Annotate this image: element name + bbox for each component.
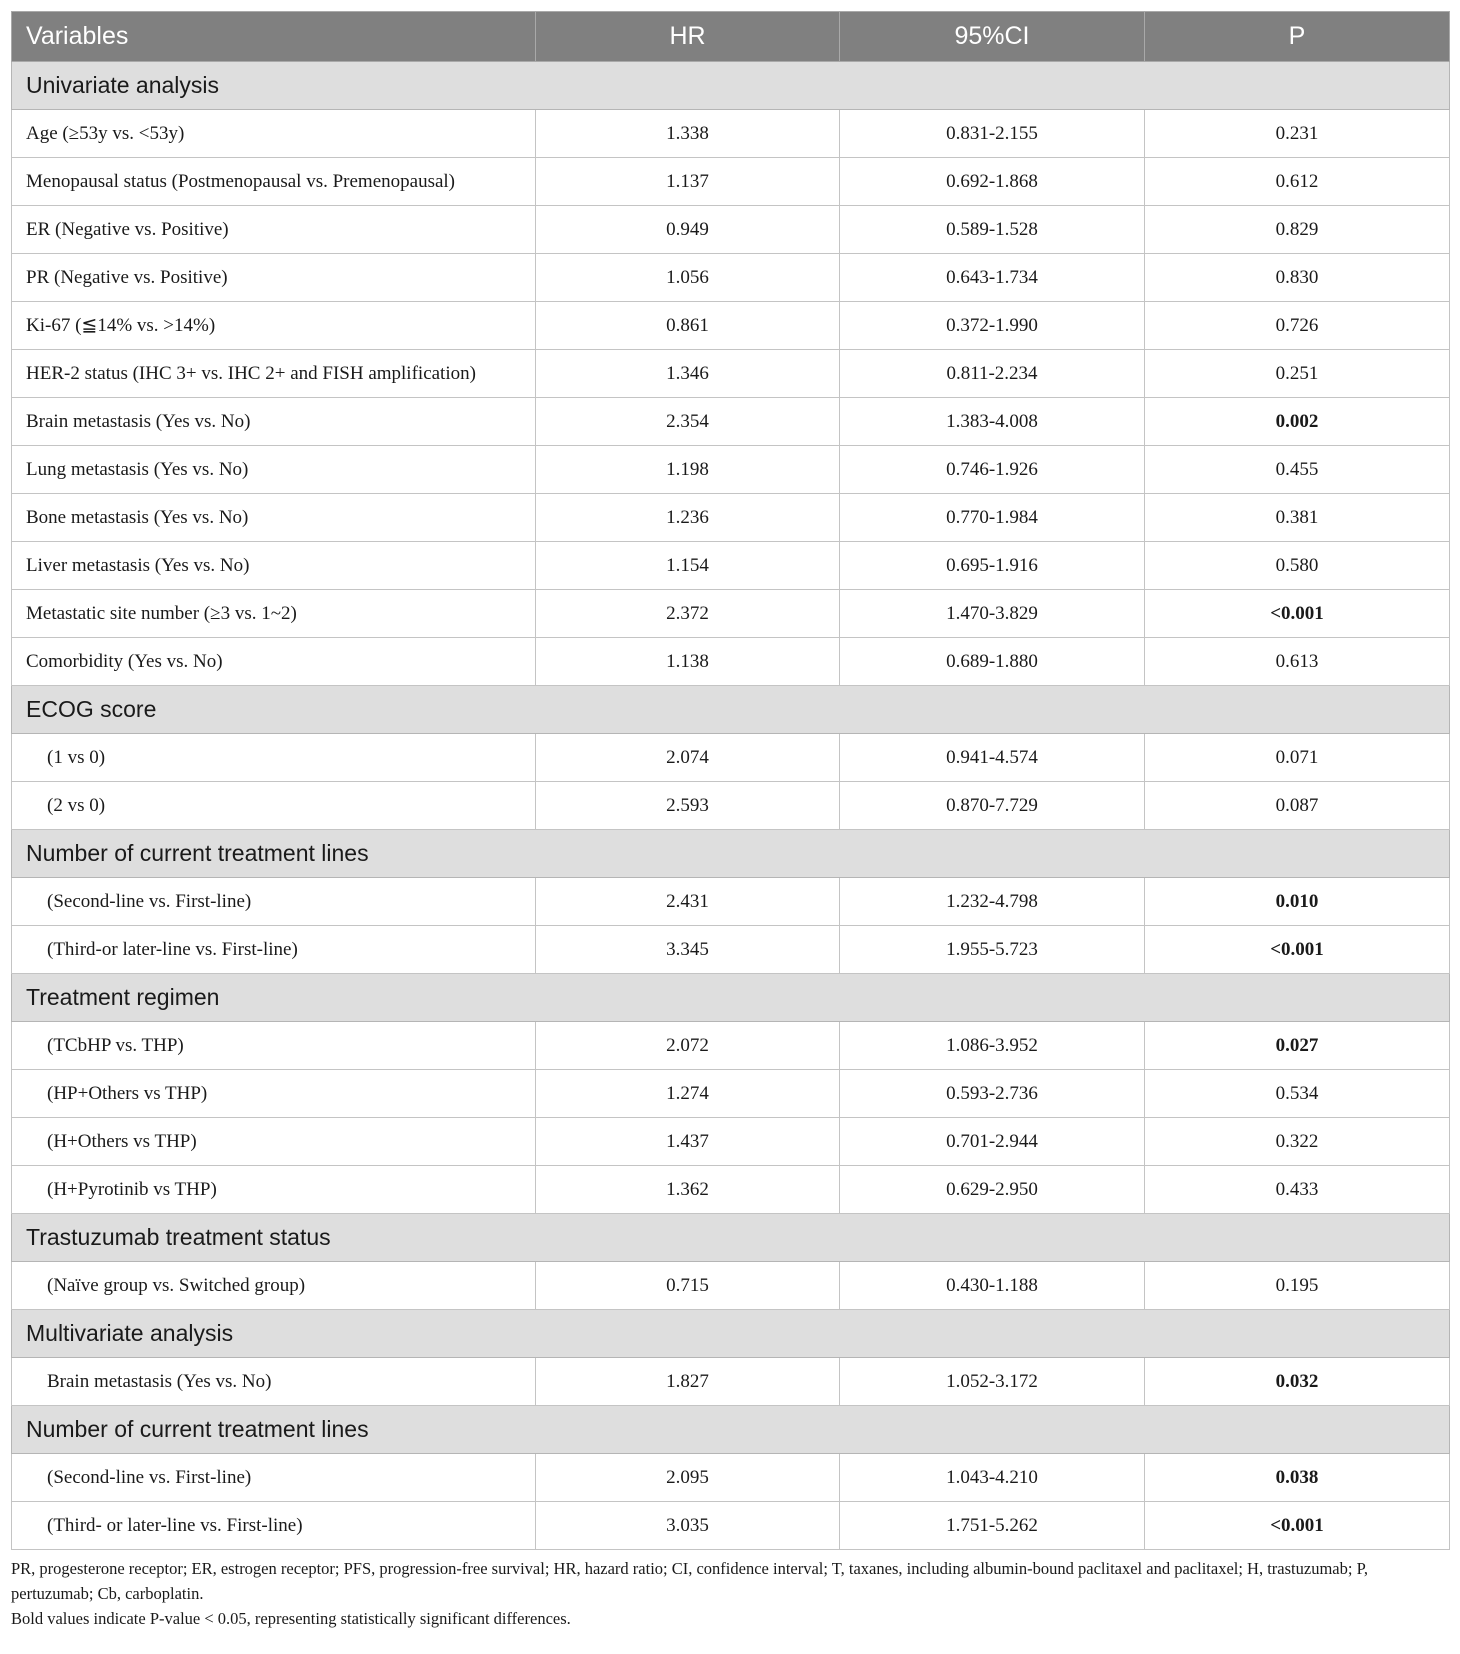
table-row <box>12 206 1450 254</box>
section-header-row <box>12 1310 1450 1358</box>
p-value-cell: 0.381 <box>1145 494 1450 542</box>
variable-cell: (Naïve group vs. Switched group) <box>12 1262 536 1310</box>
table-row <box>12 590 1450 638</box>
hr-cell: 1.346 <box>536 350 840 398</box>
hr-cell: 1.437 <box>536 1118 840 1166</box>
p-value-cell: 0.580 <box>1145 542 1450 590</box>
p-value-cell: 0.032 <box>1145 1358 1450 1406</box>
ci-cell: 0.689-1.880 <box>840 638 1145 686</box>
table-row <box>12 494 1450 542</box>
p-value-cell: <0.001 <box>1145 1502 1450 1550</box>
variable-cell: Ki-67 (≦14% vs. >14%) <box>12 302 536 350</box>
table-row <box>12 1454 1450 1502</box>
hr-cell: 1.137 <box>536 158 840 206</box>
hr-cell: 2.095 <box>536 1454 840 1502</box>
table-row <box>12 782 1450 830</box>
section-header-row <box>12 974 1450 1022</box>
table-row <box>12 158 1450 206</box>
variable-cell: Brain metastasis (Yes vs. No) <box>12 398 536 446</box>
table-row <box>12 1070 1450 1118</box>
hr-cell: 1.056 <box>536 254 840 302</box>
p-value-cell: 0.002 <box>1145 398 1450 446</box>
ci-cell: 0.695-1.916 <box>840 542 1145 590</box>
hr-cell: 1.338 <box>536 110 840 158</box>
header-ci: 95%CI <box>840 12 1145 62</box>
hr-cell: 2.431 <box>536 878 840 926</box>
p-value-cell: 0.455 <box>1145 446 1450 494</box>
p-value-cell: 0.038 <box>1145 1454 1450 1502</box>
hr-cell: 2.593 <box>536 782 840 830</box>
variable-cell: Lung metastasis (Yes vs. No) <box>12 446 536 494</box>
table-row <box>12 302 1450 350</box>
p-value-cell: 0.027 <box>1145 1022 1450 1070</box>
hr-cell: 1.198 <box>536 446 840 494</box>
p-value-cell: 0.830 <box>1145 254 1450 302</box>
p-value-cell: 0.195 <box>1145 1262 1450 1310</box>
p-value-cell: 0.231 <box>1145 110 1450 158</box>
ci-cell: 0.589-1.528 <box>840 206 1145 254</box>
variable-cell: (Third-or later-line vs. First-line) <box>12 926 536 974</box>
table-row <box>12 350 1450 398</box>
hr-cell: 2.354 <box>536 398 840 446</box>
p-value-cell: 0.251 <box>1145 350 1450 398</box>
section-header-row <box>12 1214 1450 1262</box>
table-row <box>12 398 1450 446</box>
table-row <box>12 1262 1450 1310</box>
p-value-cell: 0.087 <box>1145 782 1450 830</box>
variable-cell: (Second-line vs. First-line) <box>12 878 536 926</box>
ci-cell: 0.941-4.574 <box>840 734 1145 782</box>
table-row <box>12 638 1450 686</box>
ci-cell: 1.043-4.210 <box>840 1454 1145 1502</box>
ci-cell: 0.870-7.729 <box>840 782 1145 830</box>
variable-cell: Bone metastasis (Yes vs. No) <box>12 494 536 542</box>
ci-cell: 1.052-3.172 <box>840 1358 1145 1406</box>
table-row <box>12 110 1450 158</box>
p-value-cell: 0.071 <box>1145 734 1450 782</box>
p-value-cell: 0.726 <box>1145 302 1450 350</box>
table-row <box>12 1502 1450 1550</box>
p-value-cell: 0.534 <box>1145 1070 1450 1118</box>
p-value-cell: <0.001 <box>1145 590 1450 638</box>
ci-cell: 1.955-5.723 <box>840 926 1145 974</box>
ci-cell: 0.811-2.234 <box>840 350 1145 398</box>
table-row <box>12 446 1450 494</box>
bold-values-note: Bold values indicate P-value < 0.05, representing statistically significant differences. <box>11 1609 571 1628</box>
variable-cell: Age (≥53y vs. <53y) <box>12 110 536 158</box>
ci-cell: 0.372-1.990 <box>840 302 1145 350</box>
table-footnotes <box>11 1556 1449 1631</box>
section-label: Trastuzumab treatment status <box>12 1214 1450 1262</box>
ci-cell: 1.751-5.262 <box>840 1502 1145 1550</box>
table-row <box>12 1358 1450 1406</box>
ci-cell: 1.086-3.952 <box>840 1022 1145 1070</box>
section-label: Multivariate analysis <box>12 1310 1450 1358</box>
variable-cell: (H+Others vs THP) <box>12 1118 536 1166</box>
variable-cell: (Second-line vs. First-line) <box>12 1454 536 1502</box>
hr-cell: 0.715 <box>536 1262 840 1310</box>
hr-cell: 2.074 <box>536 734 840 782</box>
variable-cell: Comorbidity (Yes vs. No) <box>12 638 536 686</box>
hr-cell: 0.861 <box>536 302 840 350</box>
variable-cell: (2 vs 0) <box>12 782 536 830</box>
header-variables: Variables <box>12 12 536 62</box>
table-row <box>12 734 1450 782</box>
table-row <box>12 926 1450 974</box>
variable-cell: (TCbHP vs. THP) <box>12 1022 536 1070</box>
header-hr: HR <box>536 12 840 62</box>
section-label: Number of current treatment lines <box>12 1406 1450 1454</box>
variable-cell: (HP+Others vs THP) <box>12 1070 536 1118</box>
ci-cell: 0.831-2.155 <box>840 110 1145 158</box>
ci-cell: 0.701-2.944 <box>840 1118 1145 1166</box>
table-header-row <box>12 12 1450 62</box>
abbreviations-note: PR, progesterone receptor; ER, estrogen receptor; PFS, progression-free survival; HR, hazard ratio; CI, confidence interval; T, taxanes, including albumin-bound paclitaxel and paclitaxel; H, trastuzumab; P, pertuzumab; Cb, carboplatin. <box>11 1559 1369 1603</box>
p-value-cell: 0.322 <box>1145 1118 1450 1166</box>
ci-cell: 1.383-4.008 <box>840 398 1145 446</box>
hr-cell: 2.072 <box>536 1022 840 1070</box>
ci-cell: 0.746-1.926 <box>840 446 1145 494</box>
section-label: Treatment regimen <box>12 974 1450 1022</box>
hr-cell: 3.345 <box>536 926 840 974</box>
p-value-cell: 0.612 <box>1145 158 1450 206</box>
table-row <box>12 254 1450 302</box>
section-header-row <box>12 830 1450 878</box>
variable-cell: (1 vs 0) <box>12 734 536 782</box>
table-row <box>12 878 1450 926</box>
hr-cell: 0.949 <box>536 206 840 254</box>
hr-cell: 1.138 <box>536 638 840 686</box>
section-header-row <box>12 62 1450 110</box>
hr-cell: 3.035 <box>536 1502 840 1550</box>
ci-cell: 0.643-1.734 <box>840 254 1145 302</box>
section-label: ECOG score <box>12 686 1450 734</box>
section-header-row <box>12 686 1450 734</box>
variable-cell: HER-2 status (IHC 3+ vs. IHC 2+ and FISH amplification) <box>12 350 536 398</box>
table-row <box>12 1022 1450 1070</box>
section-label: Univariate analysis <box>12 62 1450 110</box>
p-value-cell: 0.613 <box>1145 638 1450 686</box>
ci-cell: 0.593-2.736 <box>840 1070 1145 1118</box>
variable-cell: Liver metastasis (Yes vs. No) <box>12 542 536 590</box>
variable-cell: Brain metastasis (Yes vs. No) <box>12 1358 536 1406</box>
cox-regression-table <box>11 11 1450 1550</box>
variable-cell: Metastatic site number (≥3 vs. 1~2) <box>12 590 536 638</box>
table-row <box>12 1118 1450 1166</box>
hr-cell: 1.827 <box>536 1358 840 1406</box>
header-p: P <box>1145 12 1450 62</box>
p-value-cell: 0.433 <box>1145 1166 1450 1214</box>
ci-cell: 1.232-4.798 <box>840 878 1145 926</box>
results-table-container <box>11 11 1449 1631</box>
variable-cell: ER (Negative vs. Positive) <box>12 206 536 254</box>
section-header-row <box>12 1406 1450 1454</box>
hr-cell: 1.154 <box>536 542 840 590</box>
p-value-cell: 0.829 <box>1145 206 1450 254</box>
p-value-cell: 0.010 <box>1145 878 1450 926</box>
hr-cell: 1.236 <box>536 494 840 542</box>
p-value-cell: <0.001 <box>1145 926 1450 974</box>
variable-cell: (Third- or later-line vs. First-line) <box>12 1502 536 1550</box>
hr-cell: 1.274 <box>536 1070 840 1118</box>
ci-cell: 0.629-2.950 <box>840 1166 1145 1214</box>
ci-cell: 0.692-1.868 <box>840 158 1145 206</box>
hr-cell: 2.372 <box>536 590 840 638</box>
table-row <box>12 1166 1450 1214</box>
ci-cell: 0.430-1.188 <box>840 1262 1145 1310</box>
ci-cell: 1.470-3.829 <box>840 590 1145 638</box>
variable-cell: PR (Negative vs. Positive) <box>12 254 536 302</box>
section-label: Number of current treatment lines <box>12 830 1450 878</box>
table-row <box>12 542 1450 590</box>
table-body <box>12 62 1450 1550</box>
variable-cell: (H+Pyrotinib vs THP) <box>12 1166 536 1214</box>
variable-cell: Menopausal status (Postmenopausal vs. Premenopausal) <box>12 158 536 206</box>
hr-cell: 1.362 <box>536 1166 840 1214</box>
ci-cell: 0.770-1.984 <box>840 494 1145 542</box>
